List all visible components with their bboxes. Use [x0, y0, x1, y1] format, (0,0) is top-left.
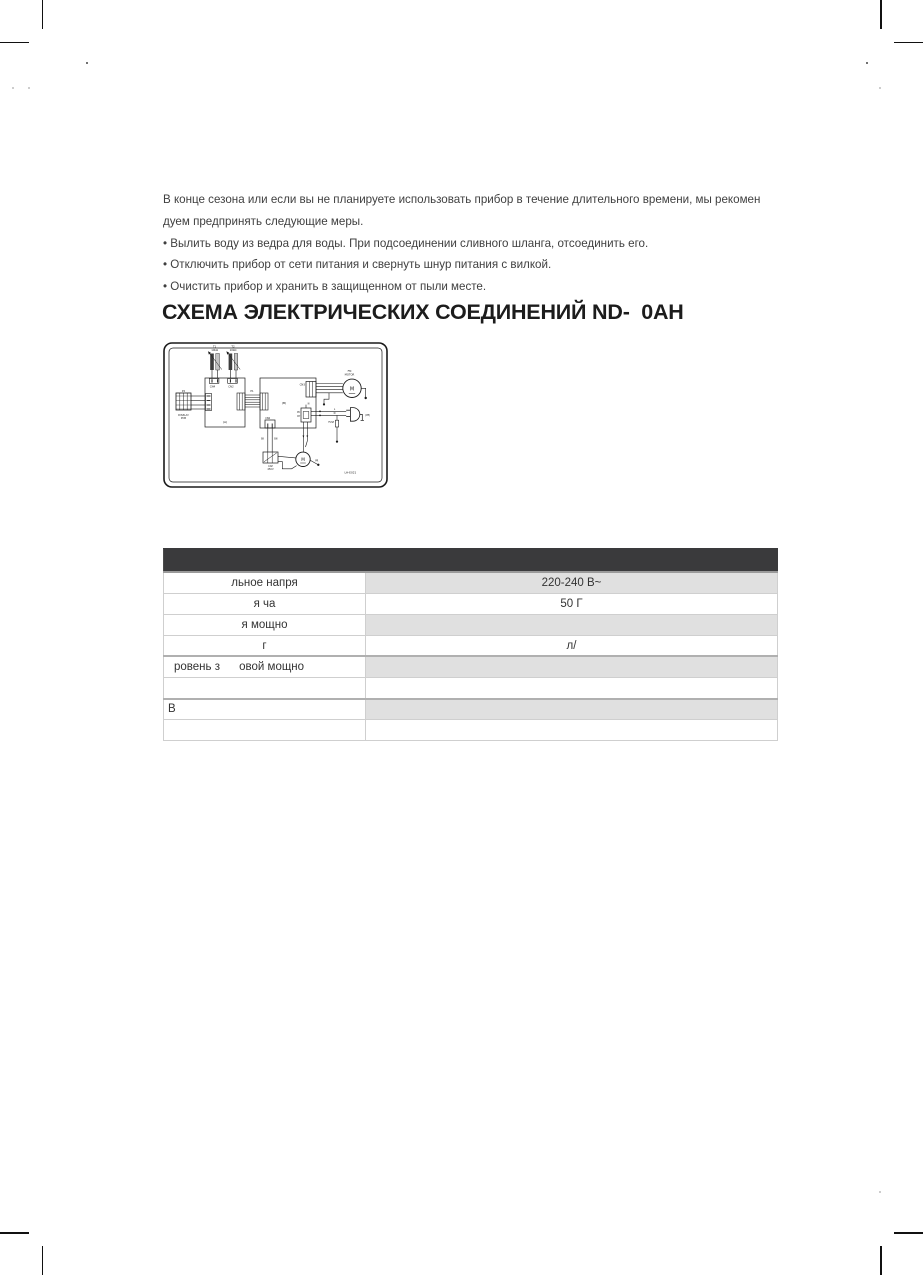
- ribbon-label: P1: [250, 389, 254, 393]
- comp-connector-label: CN2: [265, 417, 271, 420]
- crop-mark-bottom-right-v: [880, 1246, 882, 1275]
- power-plug: [311, 408, 370, 422]
- display-pcb-label-1: DISPLAY: [178, 413, 189, 417]
- diagram-frame: [164, 343, 387, 487]
- intro-line-2: дуем предпринять следующие меры.: [163, 214, 364, 228]
- capacitor-label-2: 450V: [267, 468, 274, 472]
- display-pcb-label-2: PCB: [180, 417, 187, 421]
- table-row: [164, 614, 778, 635]
- spec-value: [366, 614, 778, 635]
- spec-label: [164, 720, 366, 741]
- fan-motor-label-2: MOTOR: [344, 373, 355, 377]
- crop-mark-bottom-left-h: [0, 1232, 29, 1234]
- intro-line-5: • Очистить прибор и хранить в защищенном от пыли месте.: [163, 280, 487, 294]
- intro-line-3: • Вылить воду из ведра для воды. При подсоединении сливного шланга, отсоединить его.: [163, 236, 649, 250]
- speck: [28, 87, 30, 89]
- sensor-1-connector-label: CN4: [209, 385, 216, 389]
- fuse-label: FUSE: [328, 420, 334, 424]
- speck: [12, 87, 14, 89]
- table-row: [164, 593, 778, 614]
- spec-label: [164, 677, 366, 698]
- spec-label: я мощно: [164, 614, 366, 635]
- capacitor-label-1: CAP: [268, 465, 273, 468]
- spec-table: [163, 548, 778, 741]
- crop-mark-top-left-v: [42, 0, 44, 29]
- table-header-row: [164, 549, 778, 573]
- relay-left-label-2: RY: [297, 415, 301, 419]
- spec-label: В: [164, 699, 366, 720]
- display-connector-label: P2: [181, 389, 186, 393]
- table-row: [164, 635, 778, 656]
- fan-motor-label-1: FM: [347, 370, 352, 374]
- speck: [879, 87, 881, 89]
- crop-mark-top-right-h: [894, 42, 923, 44]
- sensor-1-label-1: T1: [212, 345, 217, 349]
- intro-paragraph: [163, 189, 815, 298]
- sensor-2-connector-label: CN2: [228, 385, 234, 389]
- crop-mark-bottom-right-h: [894, 1232, 923, 1234]
- sensor-2-label-2: 10kΩ: [229, 349, 237, 352]
- intro-line-4: • Отключить прибор от сети питания и свернуть шнур питания с вилкой.: [163, 258, 552, 272]
- spec-label: я ча: [164, 593, 366, 614]
- diagram-code: LH-E021: [344, 470, 357, 475]
- display-connector: [176, 389, 212, 420]
- spec-value: [366, 656, 778, 677]
- board-b-label: (B): [281, 401, 287, 405]
- table-row: [164, 720, 778, 741]
- spec-label: льное напря: [164, 572, 366, 593]
- spec-value: 50 Г: [366, 593, 778, 614]
- speck: [866, 62, 868, 64]
- table-row: [164, 699, 778, 720]
- intro-line-1: В конце сезона или если вы не планируете использовать прибор в течение длительного времени, мы рекомен: [163, 193, 761, 206]
- section-heading: СХЕМА ЭЛЕКТРИЧЕСКИХ СОЕДИНЕНИЙ ND- 0АН: [162, 300, 684, 324]
- crop-mark-top-right-v: [880, 0, 882, 29]
- board-a-label: (A): [222, 420, 228, 424]
- spec-value: 220-240 В~: [366, 572, 778, 593]
- table-row: [164, 656, 778, 677]
- table-row: [164, 677, 778, 698]
- compressor-terminal-label: PR: [315, 459, 319, 463]
- relay-left-label-1: PC: [297, 410, 301, 414]
- speck: [86, 62, 88, 64]
- wire-bk-label: BK: [261, 437, 264, 441]
- spec-value: [366, 699, 778, 720]
- spec-value: [366, 677, 778, 698]
- sensor-2-label-1: T2: [231, 345, 235, 349]
- fan-motor: [300, 369, 367, 405]
- spec-value: [366, 720, 778, 741]
- compressor-symbol: M: [301, 457, 305, 463]
- sensor-1: [208, 345, 222, 389]
- spec-value: л/: [366, 635, 778, 656]
- wiring-diagram: [163, 342, 388, 488]
- wire-n-label: N: [333, 412, 336, 416]
- sensor-1-label-2: 10kΩ: [211, 349, 218, 352]
- relay-top-label: N: [307, 402, 310, 406]
- compressor: [278, 422, 320, 469]
- spec-label: г: [164, 635, 366, 656]
- sensor-2: [226, 345, 240, 389]
- table-header-col1: [164, 549, 366, 573]
- fuse: [328, 415, 338, 442]
- plug-pe-label: (PE): [365, 414, 371, 417]
- speck: [879, 1191, 881, 1193]
- fan-connector-label: CN3: [299, 383, 305, 387]
- fan-motor-symbol: M: [349, 386, 355, 393]
- crop-mark-top-left-h: [0, 42, 29, 44]
- table-header-col2: [366, 549, 778, 573]
- wire-bn-label: BN: [274, 437, 278, 441]
- relay: [297, 402, 311, 422]
- wire-l-label: L: [333, 408, 336, 412]
- table-row: [164, 572, 778, 593]
- spec-label: ровень з овой мощно: [164, 656, 366, 677]
- crop-mark-bottom-left-v: [42, 1246, 44, 1275]
- wiring-diagram-figure: [163, 342, 388, 488]
- capacitor: [261, 417, 278, 471]
- ribbon-cable: [237, 389, 268, 410]
